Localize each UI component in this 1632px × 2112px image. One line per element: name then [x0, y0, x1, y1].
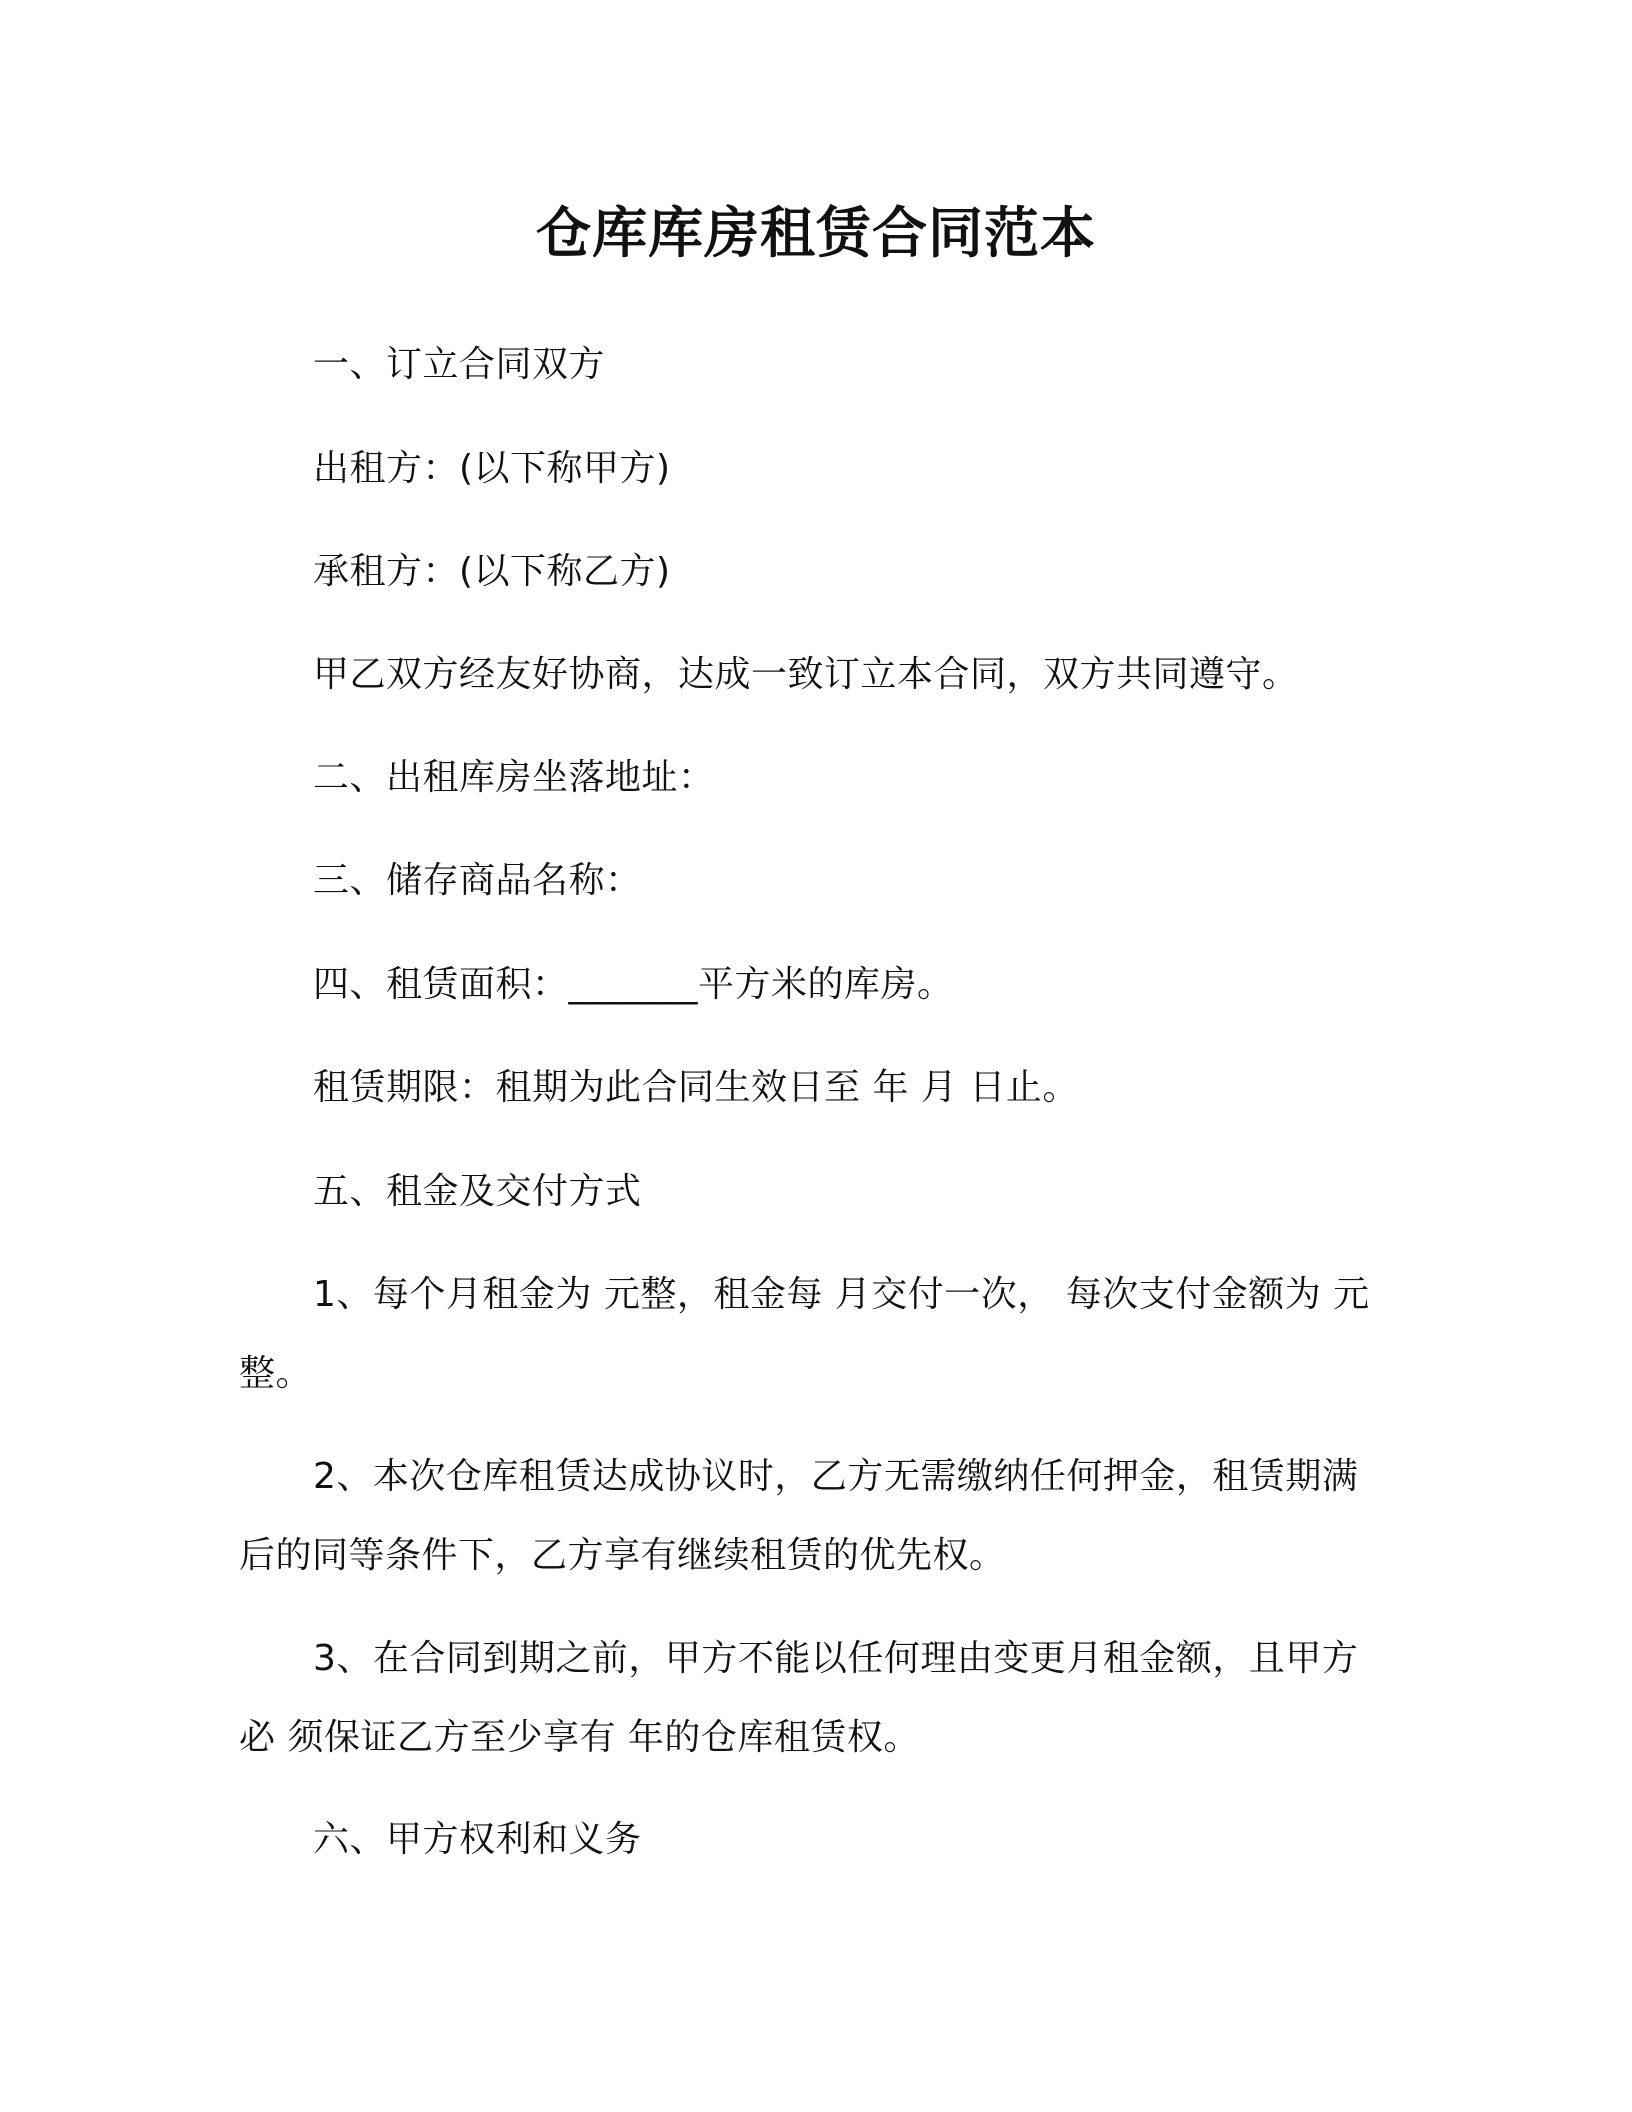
lessor-line: 出租方：(以下称甲方) [313, 448, 671, 489]
section-heading-rent: 五、租金及交付方式 [313, 1171, 642, 1212]
clause-2-line-2: 后的同等条件下，乙方享有继续租赁的优先权。 [239, 1535, 1006, 1576]
agreement-line: 甲乙双方经友好协商，达成一致订立本合同，双方共同遵守。 [313, 654, 1299, 695]
section-heading-area: 四、租赁面积：_______平方米的库房。 [313, 964, 954, 1005]
clause-3-line-1: 3、在合同到期之前，甲方不能以任何理由变更月租金额，且甲方 [313, 1638, 1359, 1679]
section-heading-duties: 六、甲方权利和义务 [313, 1819, 642, 1860]
section-heading-parties: 一、订立合同双方 [313, 344, 606, 385]
clause-1-line-2: 整。 [239, 1353, 313, 1394]
lessee-line: 承租方：(以下称乙方) [313, 551, 671, 592]
section-heading-address: 二、出租库房坐落地址： [313, 757, 715, 798]
clause-2-line-1: 2、本次仓库租赁达成协议时，乙方无需缴纳任何押金，租赁期满 [313, 1456, 1359, 1497]
document-title: 仓库库房租赁合同范本 [535, 201, 1096, 265]
section-heading-goods: 三、储存商品名称： [313, 860, 642, 901]
clause-3-line-2: 必 须保证乙方至少享有 年的仓库租赁权。 [239, 1717, 920, 1758]
lease-term-line: 租赁期限：租期为此合同生效日至 年 月 日止。 [313, 1067, 1079, 1108]
clause-1-line-1: 1、每个月租金为 元整，租金每 月交付一次， 每次支付金额为 元 [313, 1274, 1370, 1315]
